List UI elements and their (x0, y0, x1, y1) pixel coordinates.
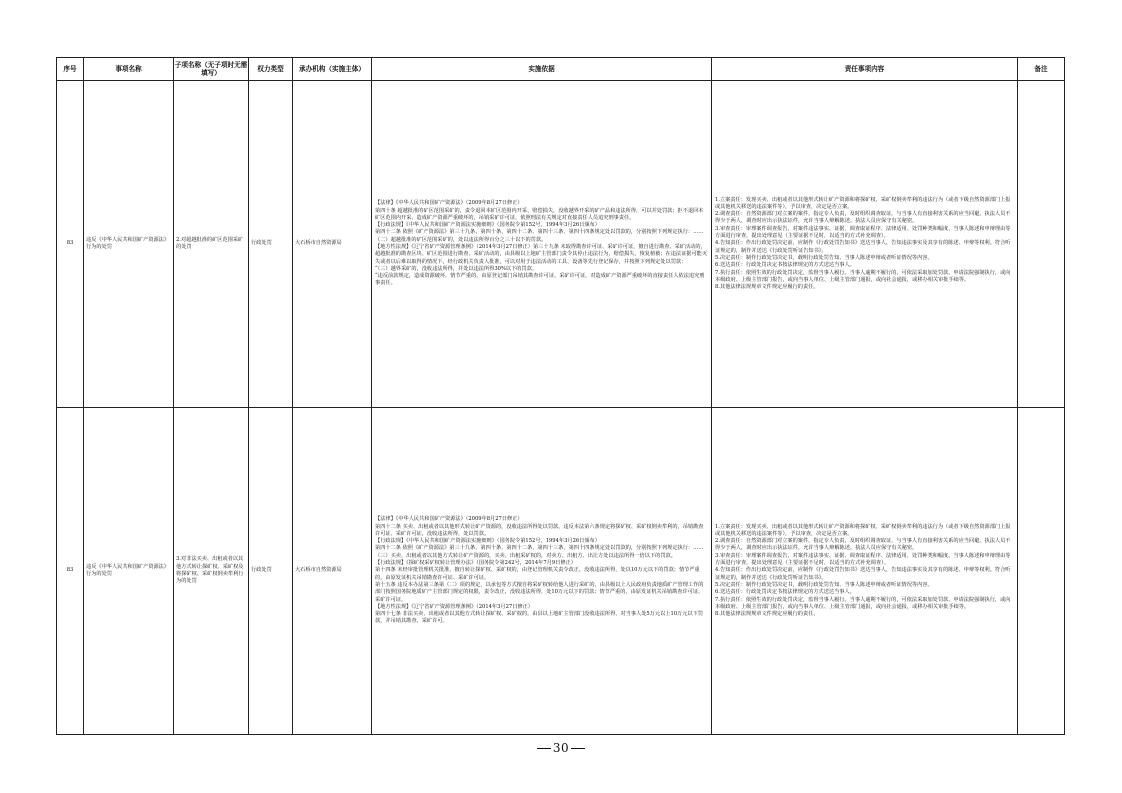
responsibility-line: 2.调查责任：自然资源部门对立案的案件，指定专人负责，及时组织调查取证，与当事人有直接利害关系的应当回避。执法人员不得少于两人，调查时应出示执法证件，允许当事人辩解陈述。执法人员应保守有关秘密。 (715, 211, 1011, 225)
row-sub-item: 2.对超越批准的矿区范围采矿的处罚 (174, 81, 249, 408)
row-responsibility (712, 408, 1018, 735)
responsibility-line: 1.立案责任：发现买卖、出租或者以其他形式转让矿产资源和将探矿权、采矿权倒卖牟利的违法行为（或者下级自然资源部门上报或其他机关移送的违法案件等），予以审查，决定是否立案。 (715, 196, 1011, 210)
basis-line: 【法律】《中华人民共和国矿产资源法》（2009年8月27日修正） (375, 200, 523, 207)
row-remarks (1018, 81, 1065, 408)
responsibility-line: 3.审查责任：审理案件调查报告，对案件违法事实、证据、调查取证程序、法律适用、处罚种类和幅度、当事人陈述和申辩理由等方面进行审查，提出处理意见（主要证据不足时，以适当的方式补充调查）。 (715, 225, 1011, 240)
basis-line: 第四十二条 依照《矿产资源法》第三十九条、第四十条、第四十二条、第四十三条、第四十四条规定处以罚款的，分别按照下列规定执行：…… (375, 545, 704, 552)
basis-line: （三）买卖、出租或者以其他方式转让矿产资源的，买卖、出租采矿权的，对卖方、出租方、出让方处以违法所得一倍以下的罚款。 (375, 552, 676, 559)
page-dash-right (571, 748, 585, 749)
responsibility-line: 7.执行责任：依照生效的行政处罚决定，监督当事人履行。当事人逾期不履行的，可依法采取加处罚款、申请法院强制执行，或向本级政府、上级主管部门报告，或向当事人单位、上级主管部门通报，或向社会通报，或移办相关审批手续等。 (715, 596, 1011, 610)
header-power-type: 权力类型 (249, 58, 293, 81)
row-remarks (1018, 408, 1065, 735)
row-power-type: 行政处罚 (249, 408, 293, 735)
power-list-table (56, 57, 1065, 735)
header-sub-item: 子项名称（无子项时无需填写） (174, 58, 249, 81)
basis-line: “（三）越界采矿的，没收违法所得，并处以违法所得30%以下的罚款。 (375, 265, 538, 272)
row-sub-item: 3.对非法买卖、出租或者以其他方式转让探矿权、采矿权及将探矿权、采矿权倒卖牟利行为的处罚 (174, 408, 249, 735)
row-agency: 大石桥市自然资源局 (293, 81, 372, 408)
row-responsibility (712, 81, 1018, 408)
responsibility-line: 3.审查责任：审理案件调查报告，对案件违法事实、证据、调查取证程序、法律适用、处罚种类和幅度、当事人陈述和申辩理由等方面进行审查，提出处理意见（主要证据不足时，以适当的方式补充调查）。 (715, 552, 1011, 567)
responsibility-line: 6.送达责任：行政处罚决定书按法律规定的方式送达当事人。 (715, 589, 855, 596)
header-agency: 承办机构（实施主体） (293, 58, 372, 81)
row-power-type: 行政处罚 (249, 81, 293, 408)
header-responsibility: 责任事项内容 (712, 58, 1018, 81)
basis-line: （二）超越批准的矿区范围采矿的，处以违法所得百分之三十以下的罚款。 (375, 236, 547, 243)
basis-line: 第四十条 超越批准的矿区范围采矿的，责令退回本矿区范围内开采、赔偿损失，没收越界开采的矿产品和违法所得，可以并处罚款；拒不退回本矿区范围内开采，造成矿产资源严重破坏的，吊销采矿许可证，依照刑法有关规定对直接责任人员追究刑事责任。 (375, 207, 704, 221)
table-header-row (57, 58, 1065, 81)
responsibility-line: 4.告知责任：作出行政处罚决定前，应制作《行政处罚告知书》送达当事人，告知违法事实及其享有的陈述、申辩等权利。符合听证规定的，制作并送达《行政处罚听证告知书》。 (715, 240, 1011, 254)
table-row (57, 81, 1065, 408)
row-seq: 83 (57, 408, 84, 735)
basis-line: 【法律】《中华人民共和国矿产资源法》（2009年8月27日修正） (375, 516, 523, 523)
page-dash-left (537, 748, 551, 749)
basis-line: 第四十七条 非法买卖、出租或者以其他方式转让探矿权、采矿权的，由县以上地矿主管部门没收违法所得，对当事人处5万元以上10万元以下罚款，并吊销其勘查、采矿许可。 (375, 611, 703, 625)
basis-line: 【行政法规】《中华人民共和国矿产资源法实施细则》（国务院令第152号，1994年3月26日颁布） (375, 222, 600, 229)
table-row (57, 408, 1065, 735)
row-item-name: 违反《中华人民共和国矿产资源法》行为的处罚 (84, 81, 174, 408)
responsibility-line: 2.调查责任：自然资源部门对立案的案件，指定专人负责，及时组织调查取证，与当事人有直接利害关系的应当回避。执法人员不得少于两人，调查时应出示执法证件，允许当事人辩解陈述。执法人员应保守有关秘密。 (715, 538, 1011, 552)
responsibility-line: 4.告知责任：作出行政处罚决定前，应制作《行政处罚告知书》送达当事人，告知违法事实及其享有的陈述、申辩等权利。符合听证规定的，制作并送达《行政处罚听证告知书》。 (715, 567, 1011, 581)
header-remarks: 备注 (1018, 58, 1065, 81)
basis-line: 【地方性法规】《辽宁省矿产资源管理条例》（2014年3月27日修正）第三十九条 未取得勘查许可证、采矿许可证，擅自进行勘查、采矿活动的，超越批准的勘查区块、矿区范围进行勘查、采矿活动的，由县级以上地矿主管部门责令其停止违法行为，赔偿损失，恢复植被；在违法证据可能灭失或者以后难以取得的情况下，经行政机关负责人批准，可以对用于违法活动的工具、设备等先行登记保存，并按照下列规定处以罚款： (375, 244, 708, 265)
basis-line: 第十五条 违反本办法第三条第（二）项的规定，以承包等方式擅自将采矿权转给他人进行采矿的，由县级以上人民政府负责地质矿产管理工作的部门按照国务院地质矿产主管部门规定的权限，责令改正，没收违法所得，处10万元以下的罚款；情节严重的，由原发证机关吊销勘查许可证、采矿许可证。 (375, 581, 704, 603)
page-number-value: 30 (552, 741, 570, 755)
responsibility-line: 6.送达责任：行政处罚决定书按法律规定的方式送达当事人。 (715, 262, 855, 269)
basis-line: 第四十二条 买卖、出租或者以其他形式转让矿产资源的，没收违法所得处以罚款。违反本法第六条规定将探矿权、采矿权倒卖牟利的，吊销勘查许可证、采矿许可证，没收违法所得，处以罚款。 (375, 523, 704, 537)
row-agency: 大石桥市自然资源局 (293, 408, 372, 735)
basis-line: 第四十二条 依照《矿产资源法》第三十九条、第四十条、第四十二条、第四十三条、第四十四条规定处以罚款的，分别按照下列规定执行：…… (375, 229, 704, 236)
responsibility-line: 8.其他法律法规规章文件规定应履行的责任。 (715, 284, 819, 291)
basis-line: 【行政法规】《探矿权采矿权转让管理办法》（国务院令第242号，2014年7月9日修正） (375, 560, 576, 567)
responsibility-line: 1.立案责任：发现买卖、出租或者以其他形式转让矿产资源和将探矿权、采矿权倒卖牟利的违法行为（或者下级自然资源部门上报或其他机关移送的违法案件等），予以审查，决定是否立案。 (715, 523, 1011, 537)
responsibility-line: 5.决定责任：制作行政处罚决定书，载明行政处罚告知、当事人陈述申辩或者听证情况等内容。 (715, 581, 933, 588)
basis-line: 【地方性法规】《辽宁省矿产资源管理条例》（2014年3月27日修正） (375, 603, 533, 610)
header-item-name: 事项名称 (84, 58, 174, 81)
page-number (0, 741, 1122, 755)
responsibility-line: 7.执行责任：依照生效的行政处罚决定，监督当事人履行。当事人逾期不履行的，可依法采取加处罚款、申请法院强制执行，或向本级政府、上级主管部门报告，或向当事人单位、上级主管部门通报，或向社会通报，或移办相关审批手续等。 (715, 269, 1011, 283)
header-basis: 实施依据 (372, 58, 712, 81)
basis-line: “违反前款规定，造成资源破坏，情节严重的，由原登记部门吊销其勘查许可证、采矿许可证，对造成矿产资源严重破坏的直接责任人依法追究刑事责任。 (375, 273, 705, 287)
responsibility-line: 5.决定责任：制作行政处罚决定书，载明行政处罚告知、当事人陈述申辩或者听证情况等内容。 (715, 254, 933, 261)
basis-line: 【行政法规】《中华人民共和国矿产资源法实施细则》（国务院令第152号，1994年3月26日颁布） (375, 538, 600, 545)
row-basis (372, 408, 712, 735)
row-basis (372, 81, 712, 408)
row-item-name: 违反《中华人民共和国矿产资源法》行为的处罚 (84, 408, 174, 735)
responsibility-line: 8.其他法律法规规章文件规定应履行的责任。 (715, 611, 819, 618)
row-seq: 83 (57, 81, 84, 408)
header-seq: 序号 (57, 58, 84, 81)
basis-line: 第十四条 未经审批管理机关批准，擅自转让探矿权、采矿权的，由登记管理机关责令改正，没收违法所得，处以10万元以下的罚款；情节严重的，由原发证机关吊销勘查许可证、采矿许可证。 (375, 567, 700, 581)
